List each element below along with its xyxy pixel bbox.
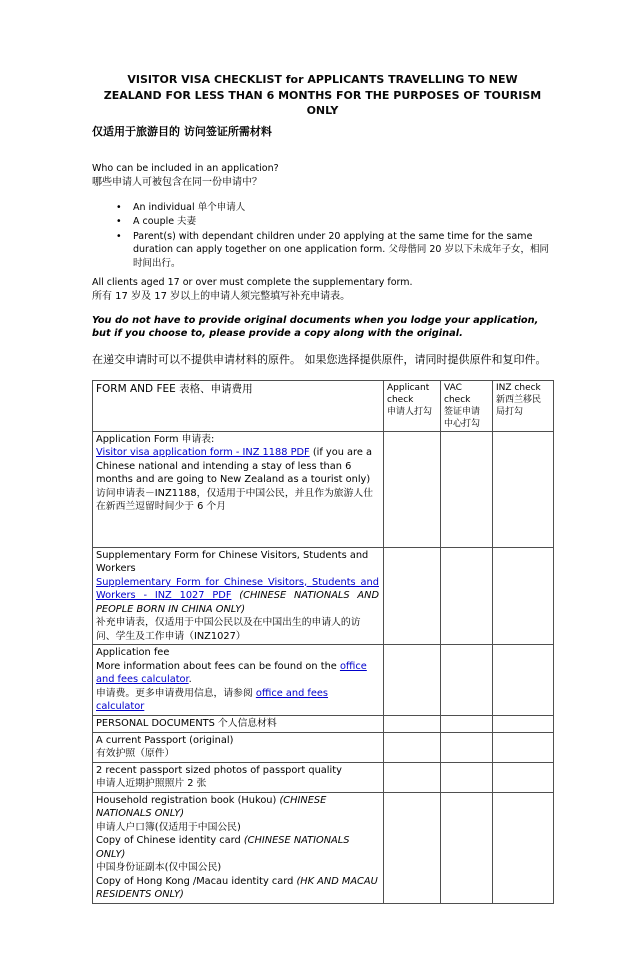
header-applicant-check-en: Applicant check (387, 382, 430, 405)
header-form-and-fee: FORM AND FEE 表格、申请费用 (93, 380, 384, 431)
table-header-row (93, 380, 554, 431)
chinese-id-en (96, 834, 379, 861)
supplementary-form-title: Supplementary Form for Chinese Visitors, Students and Workers (96, 549, 369, 574)
inz-check-cell (493, 732, 554, 762)
supplementary-form-row (93, 547, 554, 645)
application-fee-row (93, 645, 554, 716)
checklist-table (92, 380, 554, 904)
fees-calculator-link[interactable]: office and fees calculator (96, 660, 367, 685)
applicant-check-cell (384, 732, 441, 762)
inz-check-cell (493, 792, 554, 903)
application-fee-text: More information about fees can be found on the (96, 660, 340, 672)
photos-row (93, 762, 554, 792)
application-form-condition: (if you are a Chinese national and intending a stay of less than 6 months and are going to New Zealand as a tourist only) (96, 447, 373, 485)
applicant-check-cell (384, 431, 441, 547)
list-item-zh: 夫妻 (177, 216, 197, 227)
header-vac-check (441, 380, 493, 431)
chinese-id-zh: 中国身份证副本(仅中国公民) (96, 862, 222, 873)
inz-check-cell (493, 547, 554, 645)
header-applicant-check-zh: 申请人打勾 (387, 406, 433, 417)
application-form-row (93, 431, 554, 547)
supplementary-form-zh: 补充申请表，仅适用于中国公民以及在中国出生的申请人的访问、学生及工作申请（INZ1027） (96, 617, 361, 642)
applicant-check-cell (384, 715, 441, 732)
list-item-en: Parent(s) with dependant children under 20 applying at the same time for the same duration can apply together on one application form. (133, 230, 533, 255)
applicant-types-list (92, 201, 553, 271)
supplementary-form-cell (93, 547, 384, 645)
header-applicant-check (384, 380, 441, 431)
identity-documents-row (93, 792, 554, 903)
list-item-couple (92, 215, 553, 229)
inz-check-cell (493, 715, 554, 732)
applicant-check-cell (384, 547, 441, 645)
list-item-zh: 父母偕同 20 岁以下未成年子女，相同时间出行。 (133, 244, 549, 269)
fees-calculator-link-zh[interactable]: office and fees calculator (96, 687, 329, 712)
page-title-line-2: ZEALAND FOR LESS THAN 6 MONTHS FOR THE PURPOSES OF TOURISM (103, 88, 542, 102)
header-inz-check-zh: 新西兰移民局打勾 (496, 394, 542, 417)
application-fee-body (96, 660, 379, 687)
application-form-title: Application Form 申请表: (96, 433, 215, 445)
application-fee-zh-text: 申请费。更多申请费用信息，请参阅 (96, 687, 256, 699)
list-item-individual (92, 201, 553, 215)
list-item-zh: 单个申请人 (197, 201, 246, 213)
header-vac-check-en: VAC check (444, 382, 471, 405)
photos-en: 2 recent passport sized photos of passport quality (96, 764, 342, 776)
list-item-en: An individual (133, 201, 195, 213)
supplementary-note-en: All clients aged 17 or over must complete the supplementary form. (92, 277, 413, 288)
application-fee-period: . (188, 674, 192, 685)
hukou-note: (CHINESE NATIONALS ONLY) (96, 794, 327, 819)
page-subtitle-zh: 仅适用于旅游目的 访问签证所需材料 (92, 124, 272, 138)
header-inz-check (493, 380, 554, 431)
list-item-parents (92, 230, 553, 271)
vac-check-cell (441, 547, 493, 645)
inz-1027-link[interactable]: Supplementary Form for Chinese Visitors, Students and Workers - INZ 1027 PDF (96, 576, 379, 601)
hk-macau-id-en (96, 875, 379, 902)
personal-documents-section-row (93, 715, 554, 732)
applicant-check-cell (384, 645, 441, 716)
supplementary-form-note (92, 276, 553, 304)
application-fee-cell (93, 645, 384, 716)
vac-check-cell (441, 715, 493, 732)
hukou-en (96, 794, 379, 821)
application-fee-title: Application fee (96, 647, 170, 658)
chinese-id-note: (CHINESE NATIONALS ONLY) (96, 835, 350, 860)
supplementary-note-zh: 所有 17 岁及 17 岁以上的申请人须完整填写补充申请表。 (92, 291, 351, 302)
passport-zh: 有效护照（原件） (96, 748, 175, 759)
application-fee-zh (96, 687, 379, 714)
who-question-en: Who can be included in an application? (92, 162, 279, 174)
hk-macau-id-text: Copy of Hong Kong /Macau identity card (96, 875, 297, 887)
header-vac-check-zh: 签证申请中心打勾 (444, 406, 481, 429)
vac-check-cell (441, 792, 493, 903)
who-can-be-included (92, 162, 553, 190)
vac-check-cell (441, 732, 493, 762)
header-inz-check-en: INZ check (496, 382, 541, 393)
vac-check-cell (441, 645, 493, 716)
passport-row (93, 732, 554, 762)
vac-check-cell (441, 762, 493, 792)
page-title-line-1: VISITOR VISA CHECKLIST for APPLICANTS TRAVELLING TO NEW (127, 73, 518, 86)
applicant-check-cell (384, 762, 441, 792)
application-form-body (96, 446, 379, 487)
hk-macau-id-note: (HK AND MACAU RESIDENTS ONLY) (96, 875, 378, 900)
personal-documents-section-header: PERSONAL DOCUMENTS 个人信息材料 (93, 715, 384, 732)
applicant-check-cell (384, 792, 441, 903)
original-documents-note-en: You do not have to provide original documents when you lodge your application, but if you choose to, please provide a copy along with the original. (92, 314, 539, 339)
photos-cell (93, 762, 384, 792)
inz-1188-link[interactable]: Visitor visa application form - INZ 1188 PDF (96, 447, 310, 458)
page-title (92, 72, 553, 119)
chinese-id-text: Copy of Chinese identity card (96, 835, 244, 846)
photos-zh: 申请人近期护照照片 2 张 (96, 778, 207, 789)
inz-check-cell (493, 645, 554, 716)
passport-en: A current Passport (original) (96, 734, 234, 746)
original-documents-note-zh: 在递交申请时可以不提供申请材料的原件。 如果您选择提供原件，请同时提供原件和复印件。 (92, 352, 547, 366)
supplementary-form-condition: (CHINESE NATIONALS AND PEOPLE BORN IN CHINA ONLY) (96, 590, 379, 615)
list-item-en: A couple (133, 216, 175, 227)
inz-check-cell (493, 431, 554, 547)
hukou-text: Household registration book (Hukou) (96, 794, 280, 806)
identity-documents-cell (93, 792, 384, 903)
inz-check-cell (493, 762, 554, 792)
who-question-zh: 哪些申请人可被包含在同一份申请中？ (92, 176, 262, 188)
passport-cell (93, 732, 384, 762)
supplementary-form-body (96, 576, 379, 617)
hukou-zh: 申请人户口簿(仅适用于中国公民) (96, 821, 241, 833)
application-form-cell (93, 431, 384, 547)
application-form-zh: 访问申请表－INZ1188，仅适用于中国公民，并且作为旅游人仕在新西兰逗留时间少于 6 个月 (96, 487, 373, 512)
page-title-line-3: ONLY (306, 104, 339, 117)
vac-check-cell (441, 431, 493, 547)
document-page (92, 72, 553, 904)
